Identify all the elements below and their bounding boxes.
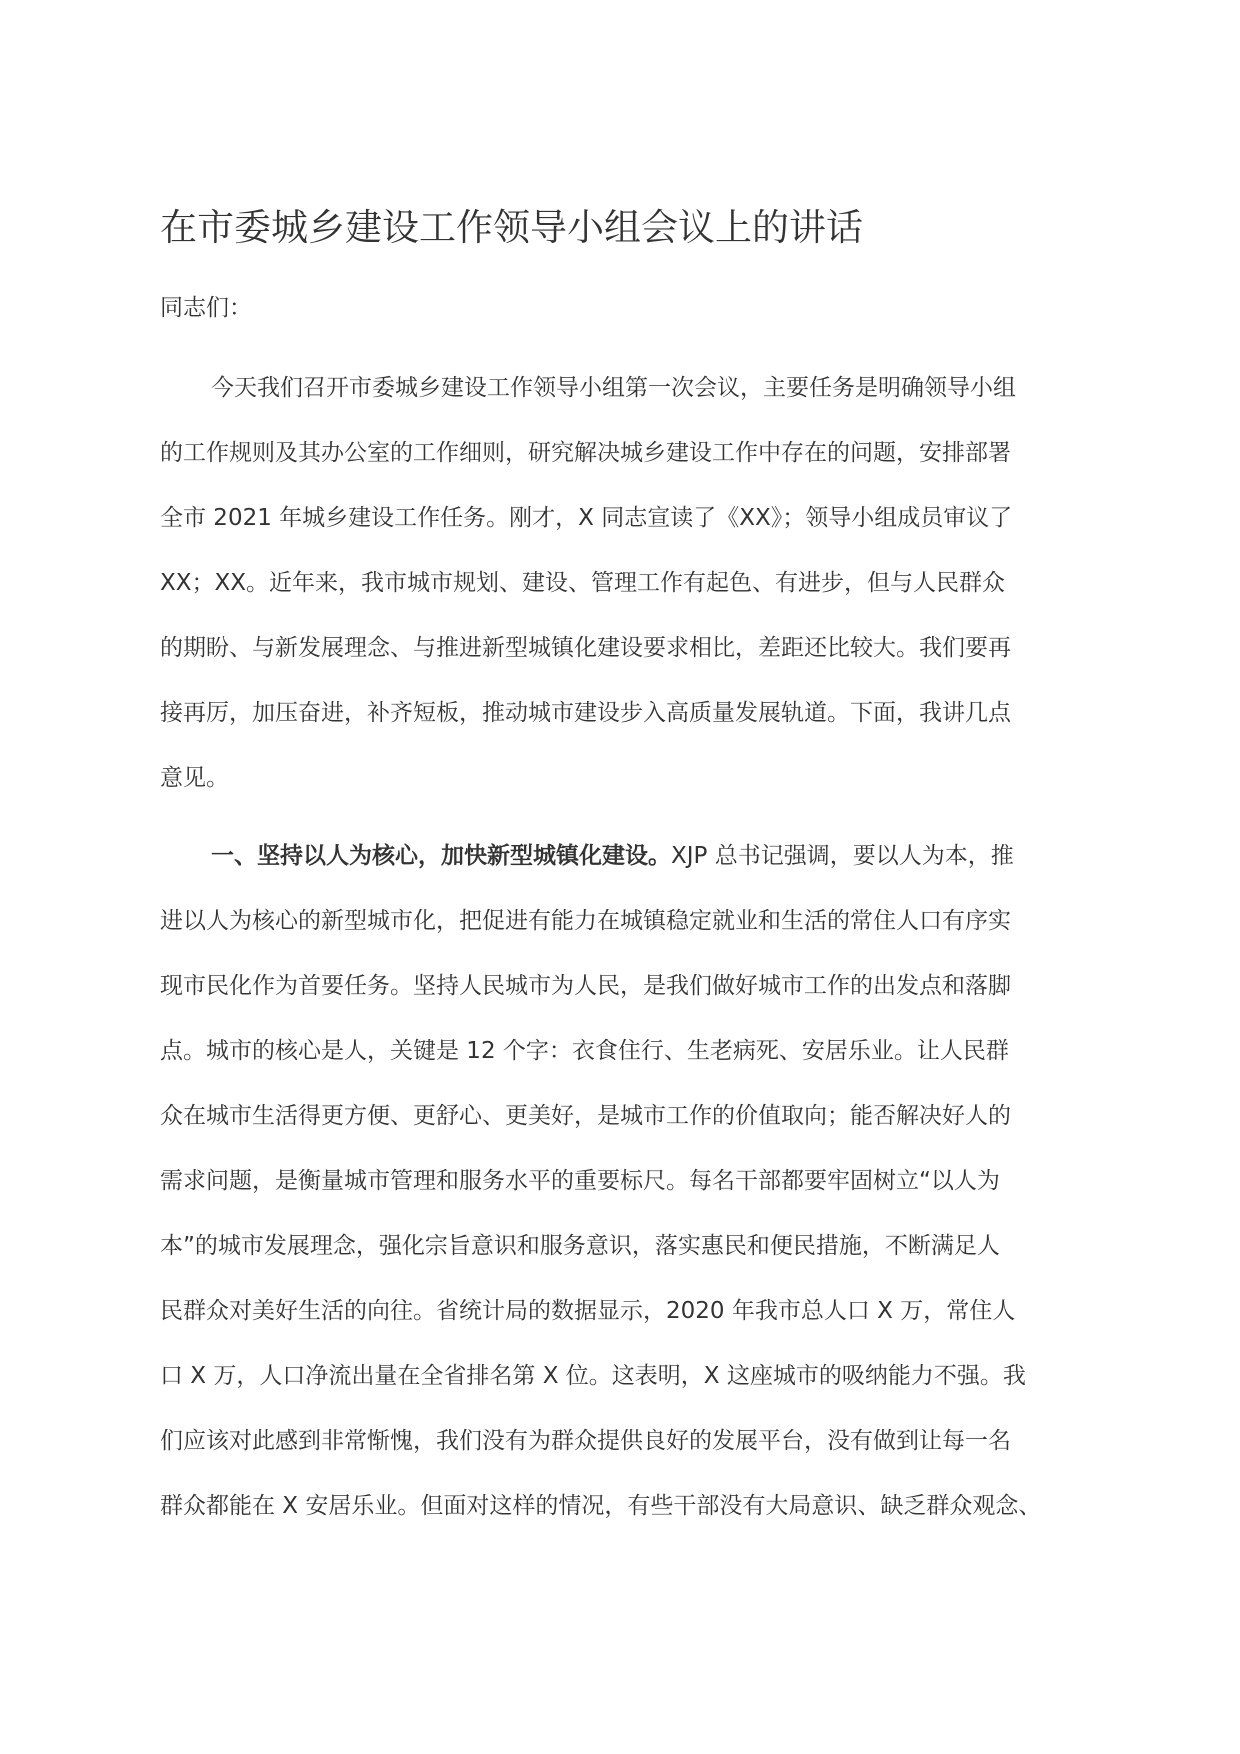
text-line: 今天我们召开市委城乡建设工作领导小组第一次会议，主要任务是明确领导小组 bbox=[211, 375, 1016, 401]
text-line: 群众都能在 X 安居乐业。但面对这样的情况，有些干部没有大局意识、缺乏群众观念、 bbox=[160, 1493, 1042, 1519]
text-line: XX；XX。近年来，我市城市规划、建设、管理工作有起色、有进步，但与人民群众 bbox=[160, 570, 1006, 596]
text-line: 点。城市的核心是人，关键是 12 个字：衣食住行、生老病死、安居乐业。让人民群 bbox=[160, 1038, 1009, 1064]
salutation: 同志们： bbox=[160, 295, 252, 321]
paragraph-opening bbox=[160, 368, 1100, 823]
text-line: 现市民化作为首要任务。坚持人民城市为人民，是我们做好城市工作的出发点和落脚 bbox=[160, 973, 1011, 999]
text-line bbox=[160, 836, 1100, 901]
text-line: 民群众对美好生活的向往。省统计局的数据显示，2020 年我市总人口 X 万，常住人 bbox=[160, 1298, 1016, 1324]
text-line: 们应该对此感到非常惭愧，我们没有为群众提供良好的发展平台，没有做到让每一名 bbox=[160, 1428, 1011, 1454]
text-line: 全市 2021 年城乡建设工作任务。刚才，X 同志宣读了《XX》；领导小组成员审议了 bbox=[160, 505, 1013, 531]
text-run: XJP 总书记强调，要以人为本，推 bbox=[671, 843, 1014, 869]
document-title: 在市委城乡建设工作领导小组会议上的讲话 bbox=[160, 206, 863, 249]
section-heading: 一、坚持以人为核心，加快新型城镇化建设。 bbox=[211, 843, 671, 869]
text-line: 众在城市生活得更方便、更舒心、更美好，是城市工作的价值取向；能否解决好人的 bbox=[160, 1103, 1011, 1129]
text-line: 需求问题，是衡量城市管理和服务水平的重要标尺。每名干部都要牢固树立“以人为 bbox=[160, 1168, 1000, 1194]
text-line: 进以人为核心的新型城市化，把促进有能力在城镇稳定就业和生活的常住人口有序实 bbox=[160, 908, 1011, 934]
document-page bbox=[160, 0, 1100, 1754]
text-line: 意见。 bbox=[160, 765, 229, 791]
paragraph-section-one bbox=[160, 836, 1100, 1551]
text-line: 本”的城市发展理念，强化宗旨意识和服务意识，落实惠民和便民措施，不断满足人 bbox=[160, 1233, 1000, 1259]
text-line: 的工作规则及其办公室的工作细则，研究解决城乡建设工作中存在的问题，安排部署 bbox=[160, 440, 1011, 466]
text-line: 的期盼、与新发展理念、与推进新型城镇化建设要求相比，差距还比较大。我们要再 bbox=[160, 635, 1011, 661]
text-line: 口 X 万，人口净流出量在全省排名第 X 位。这表明，X 这座城市的吸纳能力不强。我 bbox=[160, 1363, 1026, 1389]
text-line: 接再厉，加压奋进，补齐短板，推动城市建设步入高质量发展轨道。下面，我讲几点 bbox=[160, 700, 1011, 726]
